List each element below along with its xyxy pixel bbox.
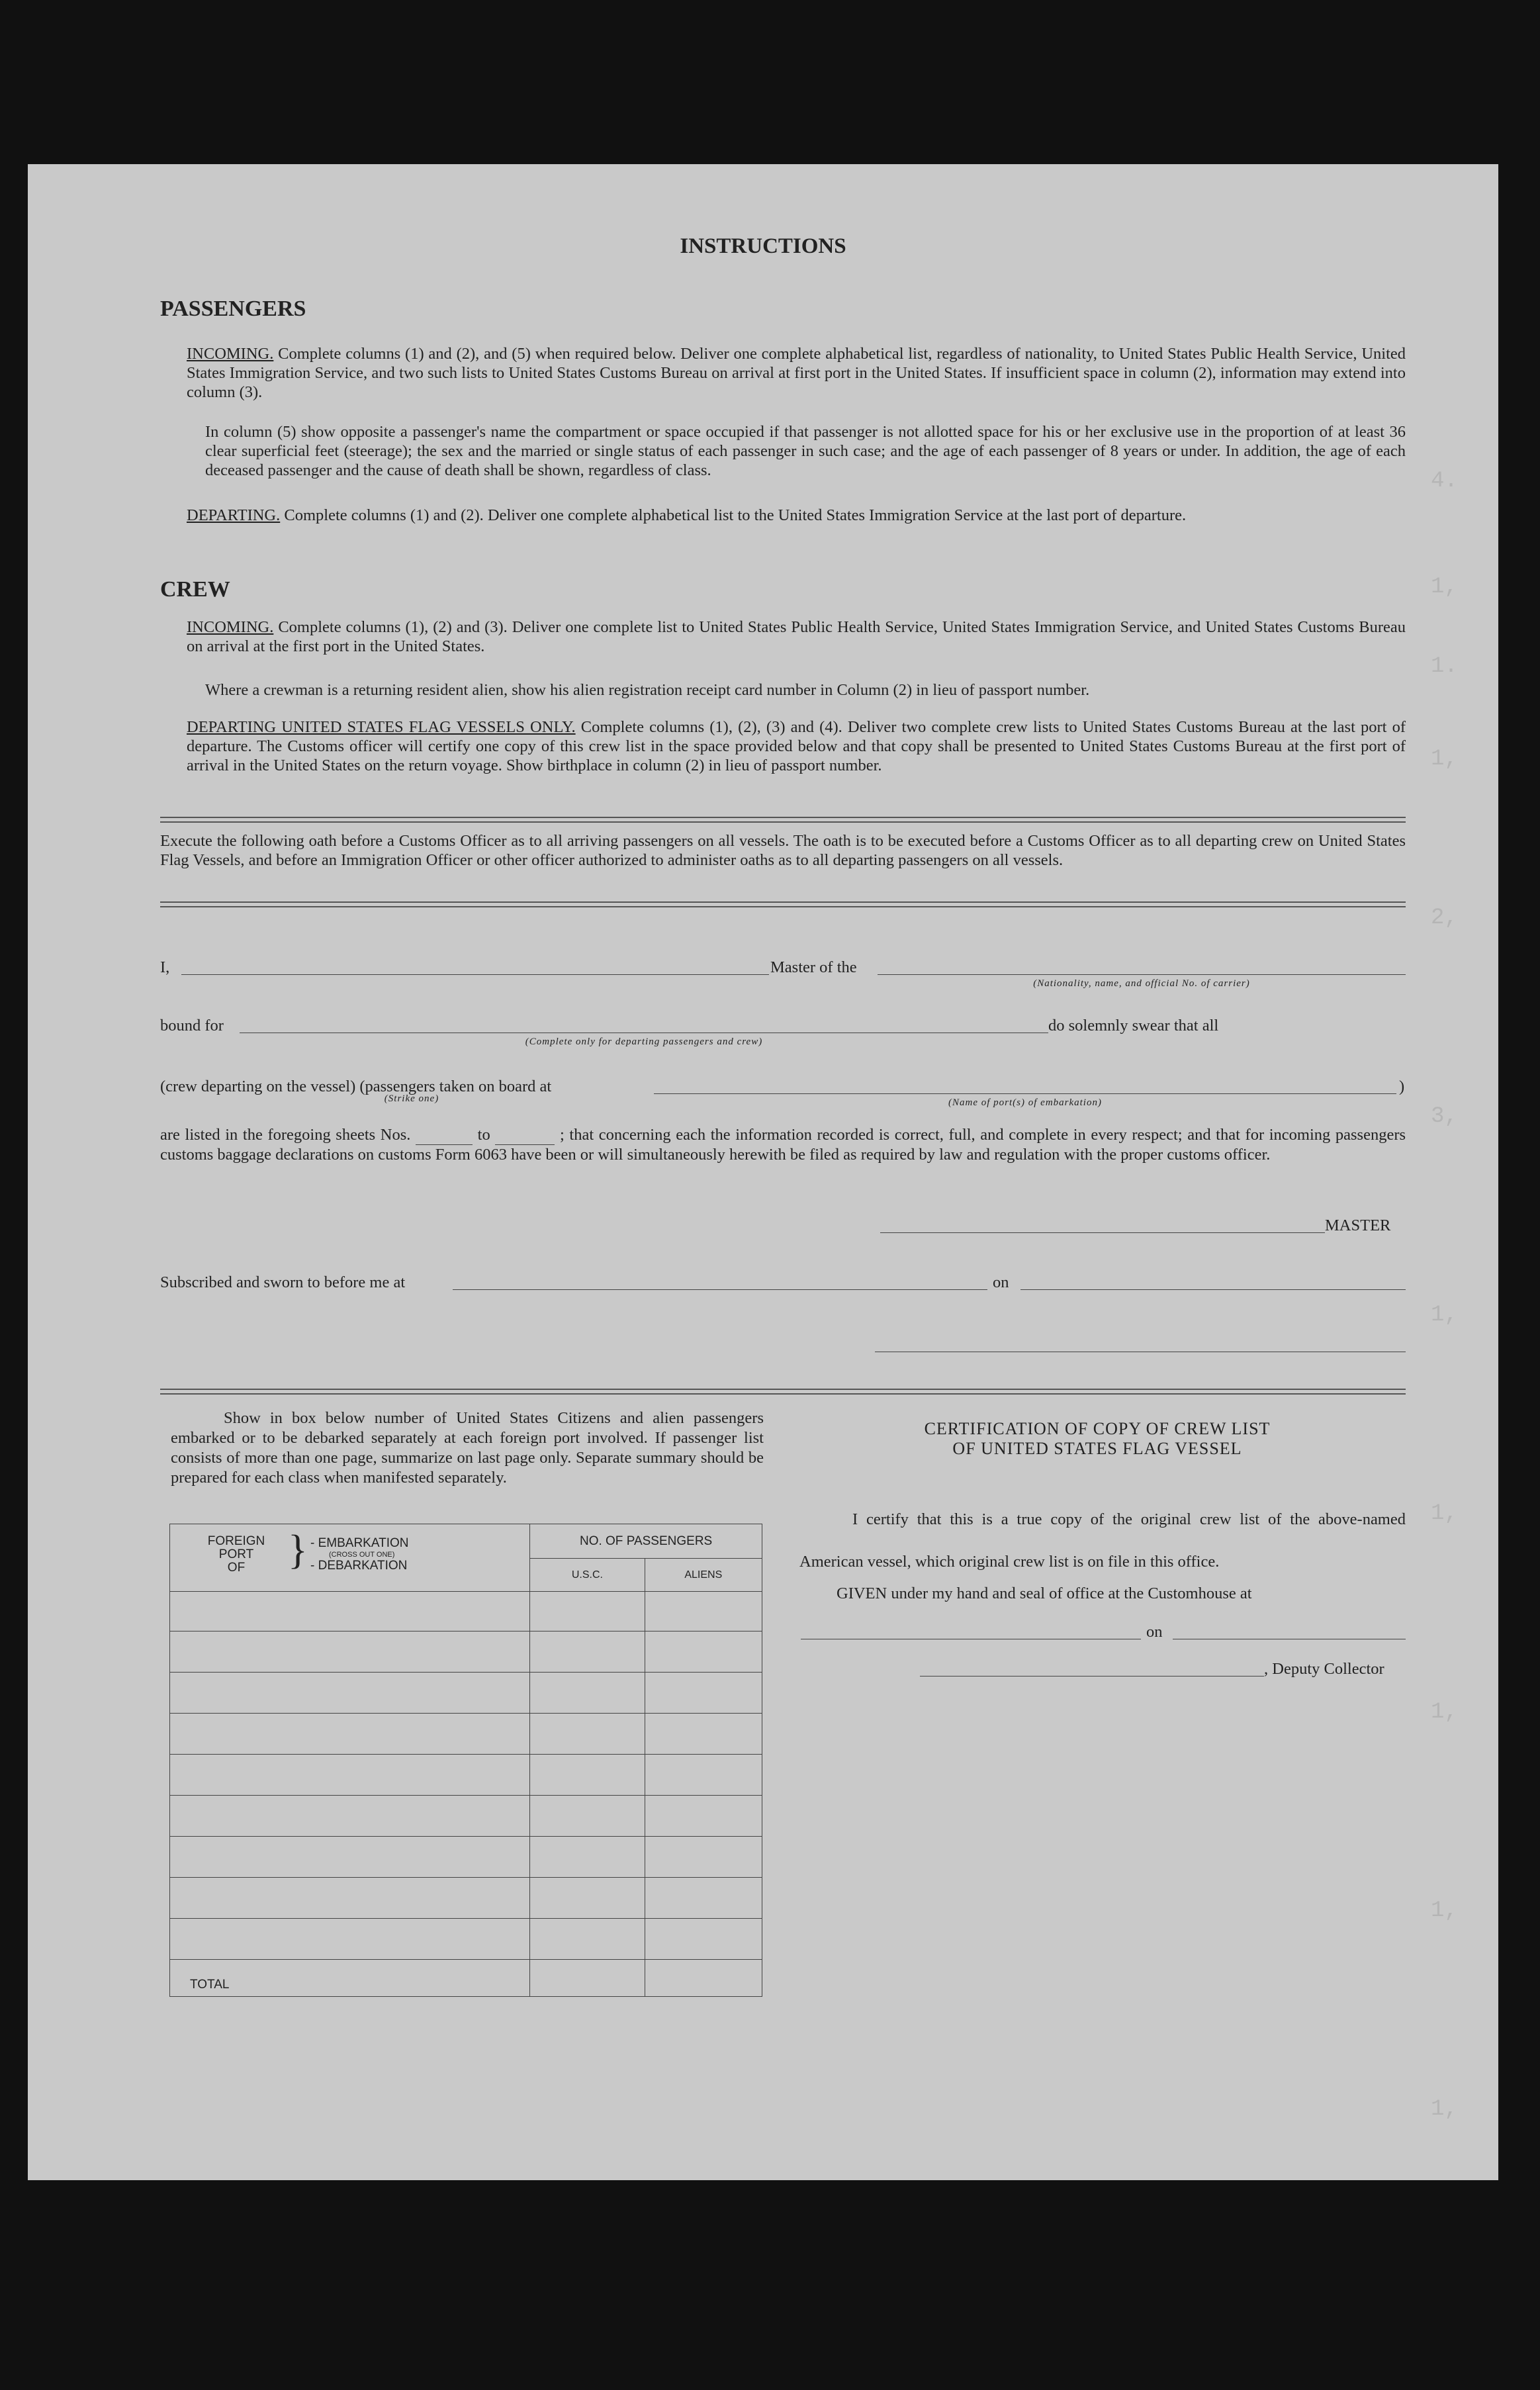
certification-on-label: on [1146, 1623, 1163, 1641]
usc-cell[interactable] [530, 1632, 645, 1673]
port-cell[interactable] [170, 1632, 530, 1673]
passengers-column5-paragraph: In column (5) show opposite a passenger's name the compartment or space occupied if that passenger is not allotted space for his or her exclusive use in the proportion of at least 36 clear superficial feet (steerage); the sex and the married or single status of each passenger in such case; and the age of each passenger of 8 years or under. In addition, the age of each deceased passenger and the cause of death shall be shown, regardless of class. [205, 423, 1406, 479]
strike-one-hint: (Strike one) [384, 1093, 439, 1104]
aliens-cell[interactable] [645, 1714, 762, 1755]
port-cell[interactable] [170, 1673, 530, 1714]
debarkation-label: - DEBARKATION [310, 1559, 408, 1573]
port-cell[interactable] [170, 1796, 530, 1837]
sworn-date-field[interactable] [1020, 1289, 1406, 1290]
passengers-incoming-label: INCOMING. [187, 345, 274, 363]
oath-i-label: I, [160, 958, 170, 976]
summary-intro-paragraph: Show in box below number of United States Citizens and alien passengers embarked or to be debarked separately at each foreign port involved. If passenger list consists of more than one page, summarize on last page only. Separate summary should be prepared for each class when manifested separately. [171, 1409, 764, 1487]
usc-cell[interactable] [530, 1592, 645, 1632]
usc-cell[interactable] [530, 1837, 645, 1878]
aliens-cell[interactable] [645, 1673, 762, 1714]
usc-cell[interactable] [530, 1919, 645, 1960]
foreign-port-label: FOREIGN PORT OF [207, 1534, 265, 1575]
bound-for-hint: (Complete only for departing passengers and crew) [525, 1036, 763, 1047]
bound-for-label: bound for [160, 1017, 224, 1034]
certification-title-line2: OF UNITED STATES FLAG VESSEL [952, 1439, 1242, 1458]
usc-cell[interactable] [530, 1878, 645, 1919]
port-cell[interactable] [170, 1878, 530, 1919]
crew-departing-text: Complete columns (1), (2), (3) and (4). Deliver two complete crew lists to United States Customs Bureau at the last port of departure. The Customs officer will certify one copy of this crew list in the space provided below and that copy shall be presented to United States Customs Bureau at the first port of arrival in the United States on the return voyage. Show birthplace in column (2) in lieu of passport number. [187, 718, 1406, 774]
listed-text: ; that concerning each the information recorded is correct, full, and complete in every respect; and that for incoming passengers customs baggage declarations on customs Form 6063 have been or will simultaneously herewith be filed as required by law and regulation with the proper customs officer. [160, 1126, 1406, 1164]
passengers-incoming-paragraph [187, 344, 1406, 402]
passengers-departing-text: Complete columns (1) and (2). Deliver one complete alphabetical list to the United States Immigration Service at the last port of departure. [284, 506, 1187, 524]
deputy-collector-label: , Deputy Collector [1264, 1660, 1384, 1678]
certification-title [789, 1419, 1406, 1459]
port-cell[interactable] [170, 1837, 530, 1878]
crew-incoming-label: INCOMING. [187, 618, 274, 636]
passengers-incoming-text: Complete columns (1) and (2), and (5) when required below. Deliver one complete alphabetical list, regardless of nationality, to United States Public Health Service, United States Immigration Service, and two such lists to United States Customs Bureau on arrival at first port in the United States. If insufficient space in column (2), information may extend into column (3). [187, 345, 1406, 401]
carrier-hint: (Nationality, name, and official No. of carrier) [1033, 978, 1250, 989]
table-row [170, 1878, 762, 1919]
total-label: TOTAL [170, 1960, 530, 1997]
crew-resident-paragraph: Where a crewman is a returning resident alien, show his alien registration receipt card number in Column (2) in lieu of passport number. [205, 681, 1090, 699]
close-paren: ) [1399, 1078, 1405, 1095]
usc-header: U.S.C. [530, 1559, 645, 1592]
master-label: MASTER [1325, 1217, 1391, 1234]
swear-text: do solemnly swear that all [1048, 1017, 1219, 1034]
master-signature-field[interactable] [880, 1232, 1325, 1233]
usc-cell[interactable] [530, 1714, 645, 1755]
double-rule [160, 1389, 1406, 1395]
master-name-field[interactable] [181, 974, 792, 975]
aliens-cell[interactable] [645, 1796, 762, 1837]
port-header-cell [170, 1524, 530, 1592]
no-passengers-header: NO. OF PASSENGERS [530, 1524, 762, 1559]
listed-pre-text: are listed in the foregoing sheets Nos. [160, 1126, 411, 1144]
crew-heading: CREW [160, 577, 230, 602]
crew-departing-label: DEPARTING UNITED STATES FLAG VESSELS ONLY. [187, 718, 576, 736]
table-row [170, 1714, 762, 1755]
aliens-total-cell[interactable] [645, 1960, 762, 1997]
aliens-cell[interactable] [645, 1632, 762, 1673]
certify-paragraph: I certify that this is a true copy of the original crew list of the above-named American vessel, which original crew list is on file in this office. [799, 1510, 1406, 1571]
sheet-from-field[interactable] [416, 1125, 473, 1145]
embarkation-ports-field[interactable] [654, 1093, 1396, 1094]
instructions-title: INSTRUCTIONS [680, 234, 846, 258]
usc-cell[interactable] [530, 1796, 645, 1837]
aliens-cell[interactable] [645, 1919, 762, 1960]
usc-cell[interactable] [530, 1755, 645, 1796]
ports-hint: (Name of port(s) of embarkation) [948, 1097, 1102, 1108]
embarkation-label: - EMBARKATION [310, 1536, 409, 1550]
usc-total-cell[interactable] [530, 1960, 645, 1997]
aliens-cell[interactable] [645, 1592, 762, 1632]
passengers-departing-label: DEPARTING. [187, 506, 281, 524]
table-row [170, 1673, 762, 1714]
port-cell[interactable] [170, 1755, 530, 1796]
sworn-on-label: on [993, 1273, 1009, 1291]
table-row [170, 1632, 762, 1673]
total-row [170, 1960, 762, 1997]
document-sheet: 4. 1, 1. 1, 2, 3, 1, 1, 1, 1, 1, INSTRUCTIONS PASSENGERS INCOMING. Complete columns (1) and (2), and (5) when required below. Deliver one complete alphabetical list, regardless of nationality, to United States Public Health Service, United States Immigration Service, and two such lists to United States Customs Bureau on arrival at first port in the United States. If insufficient space in column (2), information may extend into column (3). In column (5) show opposite a passenger's name the compartment or space occupied if that passenger is not allotted space for his or her exclusive use in the proportion of at least 36 clear superficial feet (steerage); the sex and the married or single status of each passenger in such case; and the age of each passenger of 8 years or under. In addition, the age of each deceased passenger and the cause of death shall be shown, regardless of class. DEPARTING. Complete columns (1) and (2). Deliver one complete alphabetical list to the United States Immigration Service at the last port of departure. CREW INCOMING. Complete columns (1), (2) and (3). Deliver one complete list to United States Public Health Service, United States Immigration Service, and United States Customs Bureau on arrival at the first port in the United States. Where a crewman is a returning resident alien, show his alien registration receipt card number in Column (2) in lieu of passport number. DEPARTING UNITED STATES FLAG VESSELS ONLY. Complete columns (1), (2), (3) and (4). Deliver two complete crew lists to United States Customs Bureau at the last port of departure. The Customs officer will certify one copy of this crew list in the space provided below and that copy shall be presented to United States Customs Bureau at the first port of arrival in the United States on the return voyage. Show birthplace in column (2) in lieu of passport number. Execute the following oath before a Customs Officer as to all arriving passengers on all vessels. The oath is to be executed before a Customs Officer as to all departing crew on United States Flag Vessels, and before an Immigration Officer or other officer authorized to administer oaths as to all departing passengers on all vessels. I, Master of the (Nationality, name, and official No. of carrier) bound for (Complete only for departing passengers and crew) do solemnly swear that all (crew departing on the vessel) (passengers taken on board at (Strike one) (Name of port(s) of embarkation) ) are listed in the foregoing sheets Nos. to ; that concerning each the information recorded is correct, full, and complete in every respect; and that for incoming passengers customs baggage declarations on customs Form 6063 have been or will simultaneously herewith be filed as required by law and regulation with the proper customs officer. MASTER Subscribed and sworn to before me at on Show in box below number of United States Citizens and alien passengers embarked or to be debarked separately at each foreign port involved. If passenger list consists of more than one page, summarize on last page only. Separate summary should be prepared for each class when manifested separately. FOREIGN PORT OF } - EMBARKATION (CROSS OUT ONE) - DEBARKATION NO. OF PASSENGERS U.S.C. ALIENS TOTAL CERTIFICATION OF COPY OF CREW LIST OF UNITED STATES FLAG VESSEL I certify that this is a true copy of the original crew list of the above-named American vessel, which original crew list is on file in this office. GIVEN under my hand and seal of office at the Customhouse at on , Deputy Collector [28, 164, 1498, 2180]
master-of-label: Master of the [770, 958, 857, 976]
listed-paragraph [160, 1125, 1406, 1164]
port-cell[interactable] [170, 1592, 530, 1632]
table-row [170, 1755, 762, 1796]
aliens-cell[interactable] [645, 1878, 762, 1919]
port-cell[interactable] [170, 1919, 530, 1960]
table-row [170, 1592, 762, 1632]
given-text: GIVEN under my hand and seal of office at the Customhouse at [837, 1585, 1252, 1602]
crew-incoming-paragraph [187, 618, 1406, 656]
aliens-cell[interactable] [645, 1837, 762, 1878]
passenger-summary-table [169, 1524, 762, 1997]
oath-intro-paragraph: Execute the following oath before a Customs Officer as to all arriving passengers on all vessels. The oath is to be executed before a Customs Officer as to all departing crew on United States Flag Vessels, and before an Immigration Officer or other officer authorized to administer oaths as to all departing passengers on all vessels. [160, 832, 1406, 869]
aliens-header: ALIENS [645, 1559, 762, 1592]
passengers-heading: PASSENGERS [160, 297, 306, 321]
crew-departing-paragraph [187, 717, 1406, 775]
passengers-departing-paragraph [187, 506, 1406, 525]
table-row [170, 1919, 762, 1960]
certification-title-line1: CERTIFICATION OF COPY OF CREW LIST [924, 1419, 1271, 1438]
port-cell[interactable] [170, 1714, 530, 1755]
crew-departing-label: (crew departing on the vessel) (passengers taken on board at [160, 1078, 552, 1095]
subscribed-label: Subscribed and sworn to before me at [160, 1273, 406, 1291]
carrier-field[interactable] [878, 974, 1406, 975]
listed-to-text: to [477, 1126, 490, 1144]
table-row [170, 1837, 762, 1878]
crew-incoming-text: Complete columns (1), (2) and (3). Deliver one complete list to United States Public Health Service, United States Immigration Service, and United States Customs Bureau on arrival at the first port in the United States. [187, 618, 1406, 655]
brace-glyph: } [288, 1528, 308, 1573]
cross-out-label: (CROSS OUT ONE) [329, 1551, 395, 1559]
deputy-signature-field[interactable] [920, 1676, 1264, 1677]
double-rule [160, 817, 1406, 823]
table-row [170, 1796, 762, 1837]
usc-cell[interactable] [530, 1673, 645, 1714]
aliens-cell[interactable] [645, 1755, 762, 1796]
sheet-to-field[interactable] [495, 1125, 555, 1145]
sworn-place-field[interactable] [453, 1289, 987, 1290]
double-rule [160, 901, 1406, 907]
